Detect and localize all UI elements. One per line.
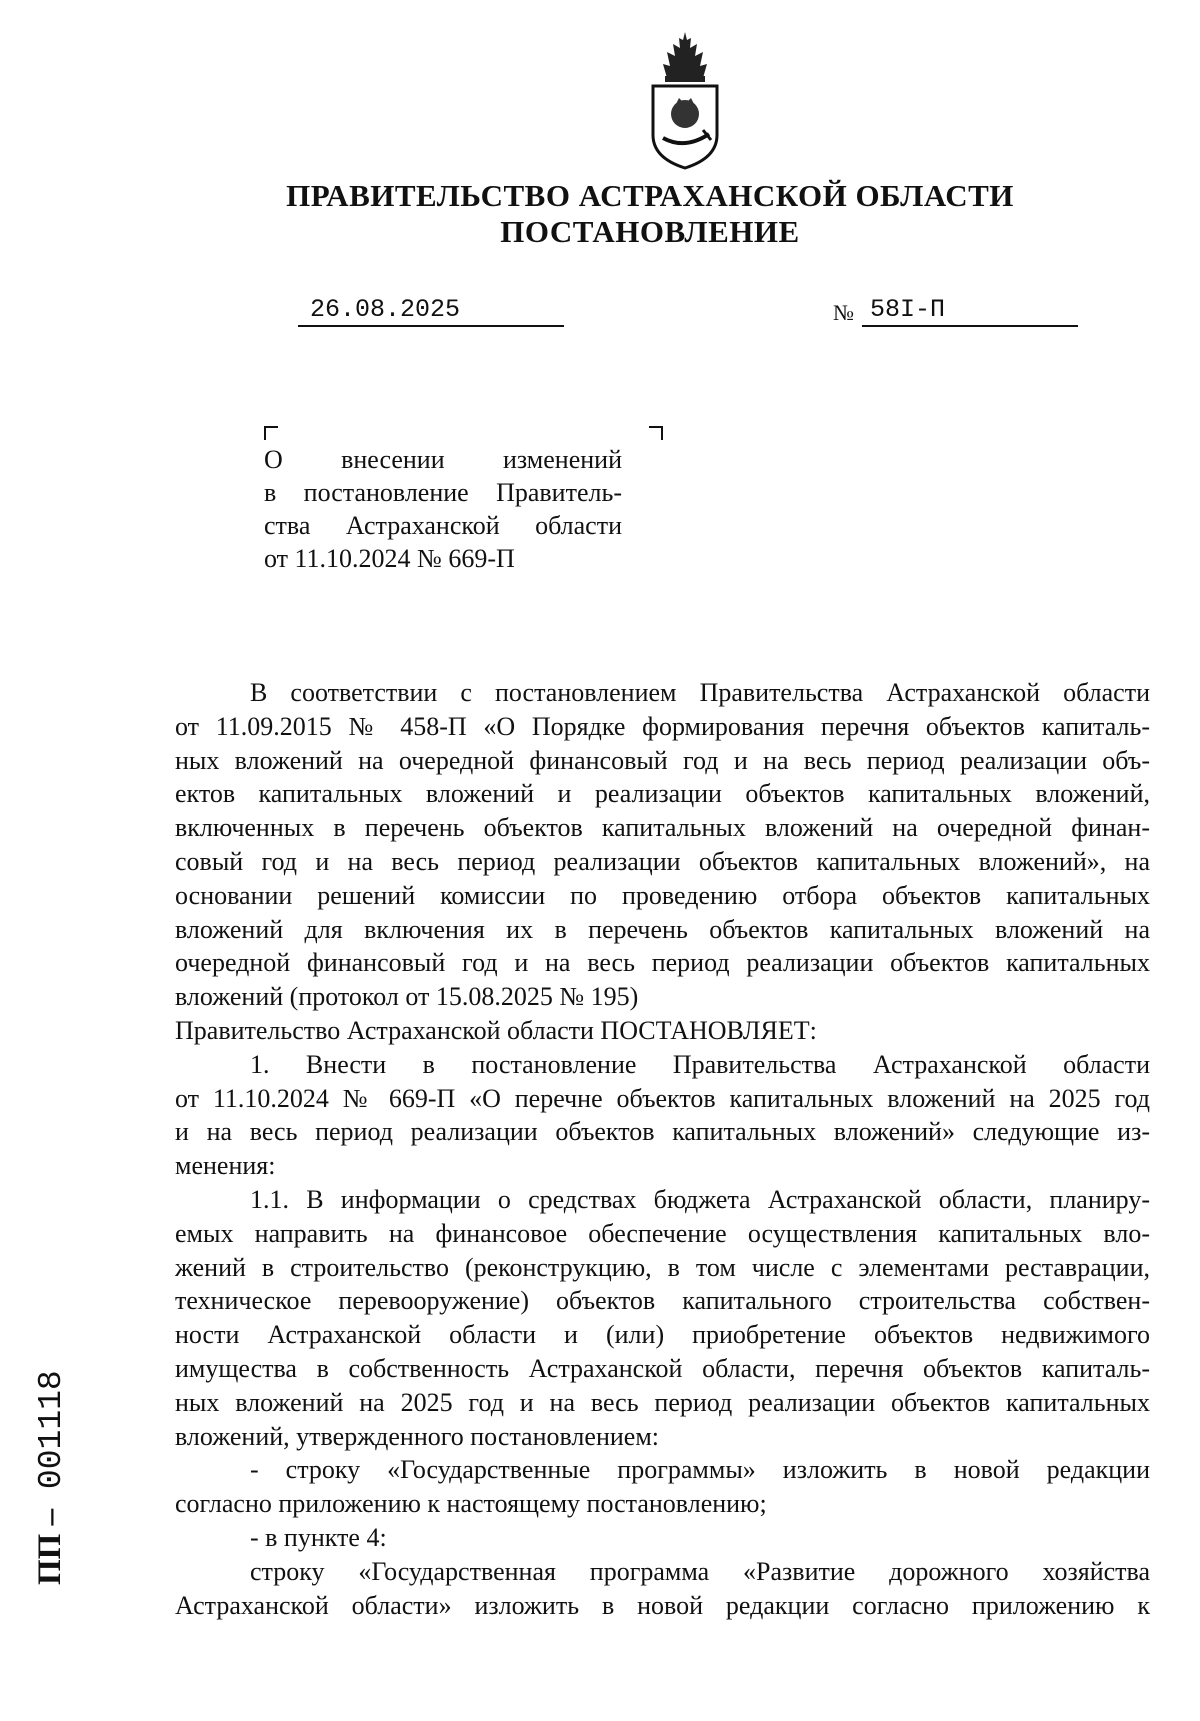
body-line: и на весь период реализации объектов капитальных вложений» следующие из-: [175, 1117, 1150, 1147]
subject-line: в постановление Правитель-: [264, 478, 622, 507]
body-line: емых направить на финансовое обеспечение осуществления капитальных вло-: [175, 1218, 1150, 1248]
coat-of-arms-icon: [645, 30, 725, 170]
body-line: совый год и на весь период реализации объектов капитальных вложений», на: [175, 846, 1150, 876]
body-line: от 11.10.2024 № 669-П «О перечне объектов капитальных вложений на 2025 год: [175, 1083, 1150, 1113]
body-line: вложений для включения их в перечень объектов капитальных вложений на: [175, 914, 1150, 944]
body-line: менения:: [175, 1151, 276, 1181]
org-title: ПРАВИТЕЛЬСТВО АСТРАХАНСКОЙ ОБЛАСТИ: [286, 178, 1014, 213]
subject-bracket-left: [264, 426, 278, 440]
document-number-field: [862, 297, 1078, 327]
body-line: Астраханской области» изложить в новой редакции согласно приложению к: [175, 1590, 1150, 1620]
document-date: 26.08.2025: [310, 295, 461, 324]
body-line: строку «Государственная программа «Развитие дорожного хозяйства: [250, 1556, 1150, 1586]
document-body: [175, 676, 1150, 1622]
document-number: 58I-П: [870, 295, 946, 324]
body-line: согласно приложению к настоящему постановлению;: [175, 1489, 767, 1519]
body-line: ности Астраханской области и (или) приобретение объектов недвижимого: [175, 1320, 1150, 1350]
body-line: техническое перевооружение) объектов капитального строительства собствен-: [175, 1286, 1150, 1316]
subject-line: О внесении изменений: [264, 445, 622, 474]
body-line: от 11.09.2015 № 458-П «О Порядке формирования перечня объектов капиталь-: [175, 711, 1150, 741]
number-label: №: [833, 300, 854, 325]
body-line: - строку «Государственные программы» изложить в новой редакции: [250, 1455, 1150, 1485]
body-line: ных вложений на очередной финансовый год и на весь период реализации объ-: [175, 745, 1150, 775]
side-stamp-code: 001118: [33, 1370, 70, 1490]
body-line: 1.1. В информации о средствах бюджета Астраханской области, планиру-: [250, 1184, 1150, 1214]
body-line: основании решений комиссии по проведению отбора объектов капитальных: [175, 880, 1150, 910]
body-line: - в пункте 4:: [250, 1522, 387, 1552]
body-line: Правительство Астраханской области ПОСТАНОВЛЯЕТ:: [175, 1015, 817, 1045]
subject-bracket-right: [649, 426, 663, 440]
document-date-field: [298, 297, 564, 327]
body-line: вложений (протокол от 15.08.2025 № 195): [175, 982, 639, 1012]
side-stamp: [32, 1370, 70, 1585]
body-line: жений в строительство (реконструкцию, в том числе с элементами реставрации,: [175, 1252, 1150, 1282]
body-line: ных вложений на 2025 год и на весь период реализации объектов капитальных: [175, 1387, 1150, 1417]
subject-line: ства Астраханской области: [264, 511, 622, 540]
document-subject: [264, 443, 622, 575]
subject-line: от 11.10.2024 № 669-П: [264, 544, 515, 573]
body-line: вложений, утвержденного постановлением:: [175, 1421, 659, 1451]
body-line: ектов капитальных вложений и реализации объектов капитальных вложений,: [175, 779, 1150, 809]
body-line: имущества в собственность Астраханской области, перечня объектов капиталь-: [175, 1353, 1150, 1383]
body-line: очередной финансовый год и на весь период реализации объектов капитальных: [175, 948, 1150, 978]
side-stamp-prefix: ПП –: [32, 1508, 68, 1585]
document-type: ПОСТАНОВЛЕНИЕ: [500, 214, 800, 249]
body-line: В соответствии с постановлением Правительства Астраханской области: [250, 678, 1150, 707]
body-line: 1. Внести в постановление Правительства Астраханской области: [250, 1049, 1150, 1079]
body-line: включенных в перечень объектов капитальных вложений на очередной финан-: [175, 813, 1150, 843]
